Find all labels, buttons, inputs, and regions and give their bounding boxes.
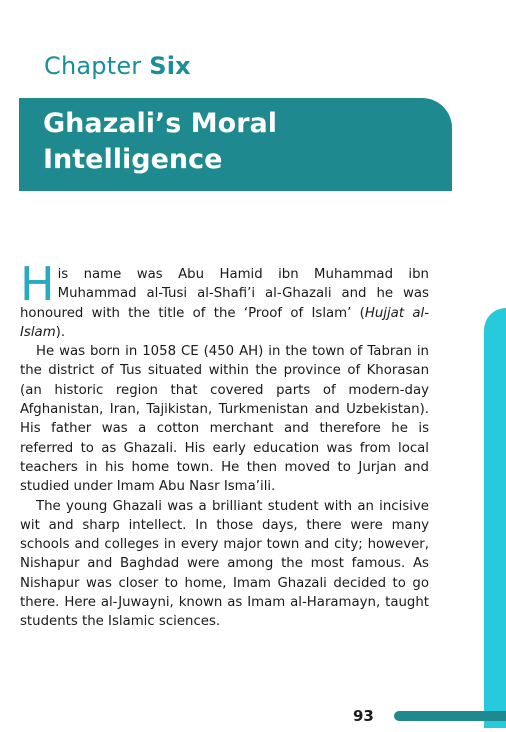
chapter-label: [44, 52, 191, 80]
paragraph-3: The young Ghazali was a brilliant student with an incisive wit and sharp intellect. In those days, there were many schools and colleges in every major town and city; however, Nishapur and Baghdad were among the most famous. As Nishapur was closer to home, Imam Ghazali decided to go there. Here al-Juwayni, known as Imam al-Haramayn, taught students the Islamic sciences.: [20, 498, 429, 630]
paragraph-2: He was born in 1058 CE (450 AH) in the town of Tabran in the district of Tus situated within the province of Khorasan (an historic region that covered parts of modern-day Afghanistan, Iran, Tajikistan, Turkmenistan and Uzbekistan). His father was a cotton merchant and therefore he is referred to as Ghazali. His early education was from local teachers in his home town. He then moved to Jurjan and studied under Imam Abu Nasr Isma’ili.: [20, 344, 429, 495]
title-line-2: Intelligence: [43, 144, 223, 175]
page-footer-rule: [394, 711, 506, 721]
body-text: [20, 257, 429, 632]
page-number: 93: [353, 707, 374, 725]
paragraph-1-text-a: is name was Abu Hamid ibn Muhammad ibn Muhammad al-Tusi al-Shafi’i al-Ghazali and he was honoured with the title of the ‘Proof of Islam’ (: [20, 267, 429, 321]
chapter-title: [43, 106, 277, 178]
paragraph-1: [20, 257, 429, 342]
chapter-number: Six: [149, 52, 191, 80]
paragraph-1-text-b: ).: [55, 324, 66, 340]
drop-cap: H: [20, 257, 55, 311]
chapter-word: Chapter: [44, 52, 142, 80]
paragraph-1-italic: Hujjat al-Islam: [20, 305, 429, 340]
decorative-side-bar: [484, 308, 506, 728]
title-line-1: Ghazali’s Moral: [43, 108, 277, 139]
title-banner: [19, 98, 452, 191]
